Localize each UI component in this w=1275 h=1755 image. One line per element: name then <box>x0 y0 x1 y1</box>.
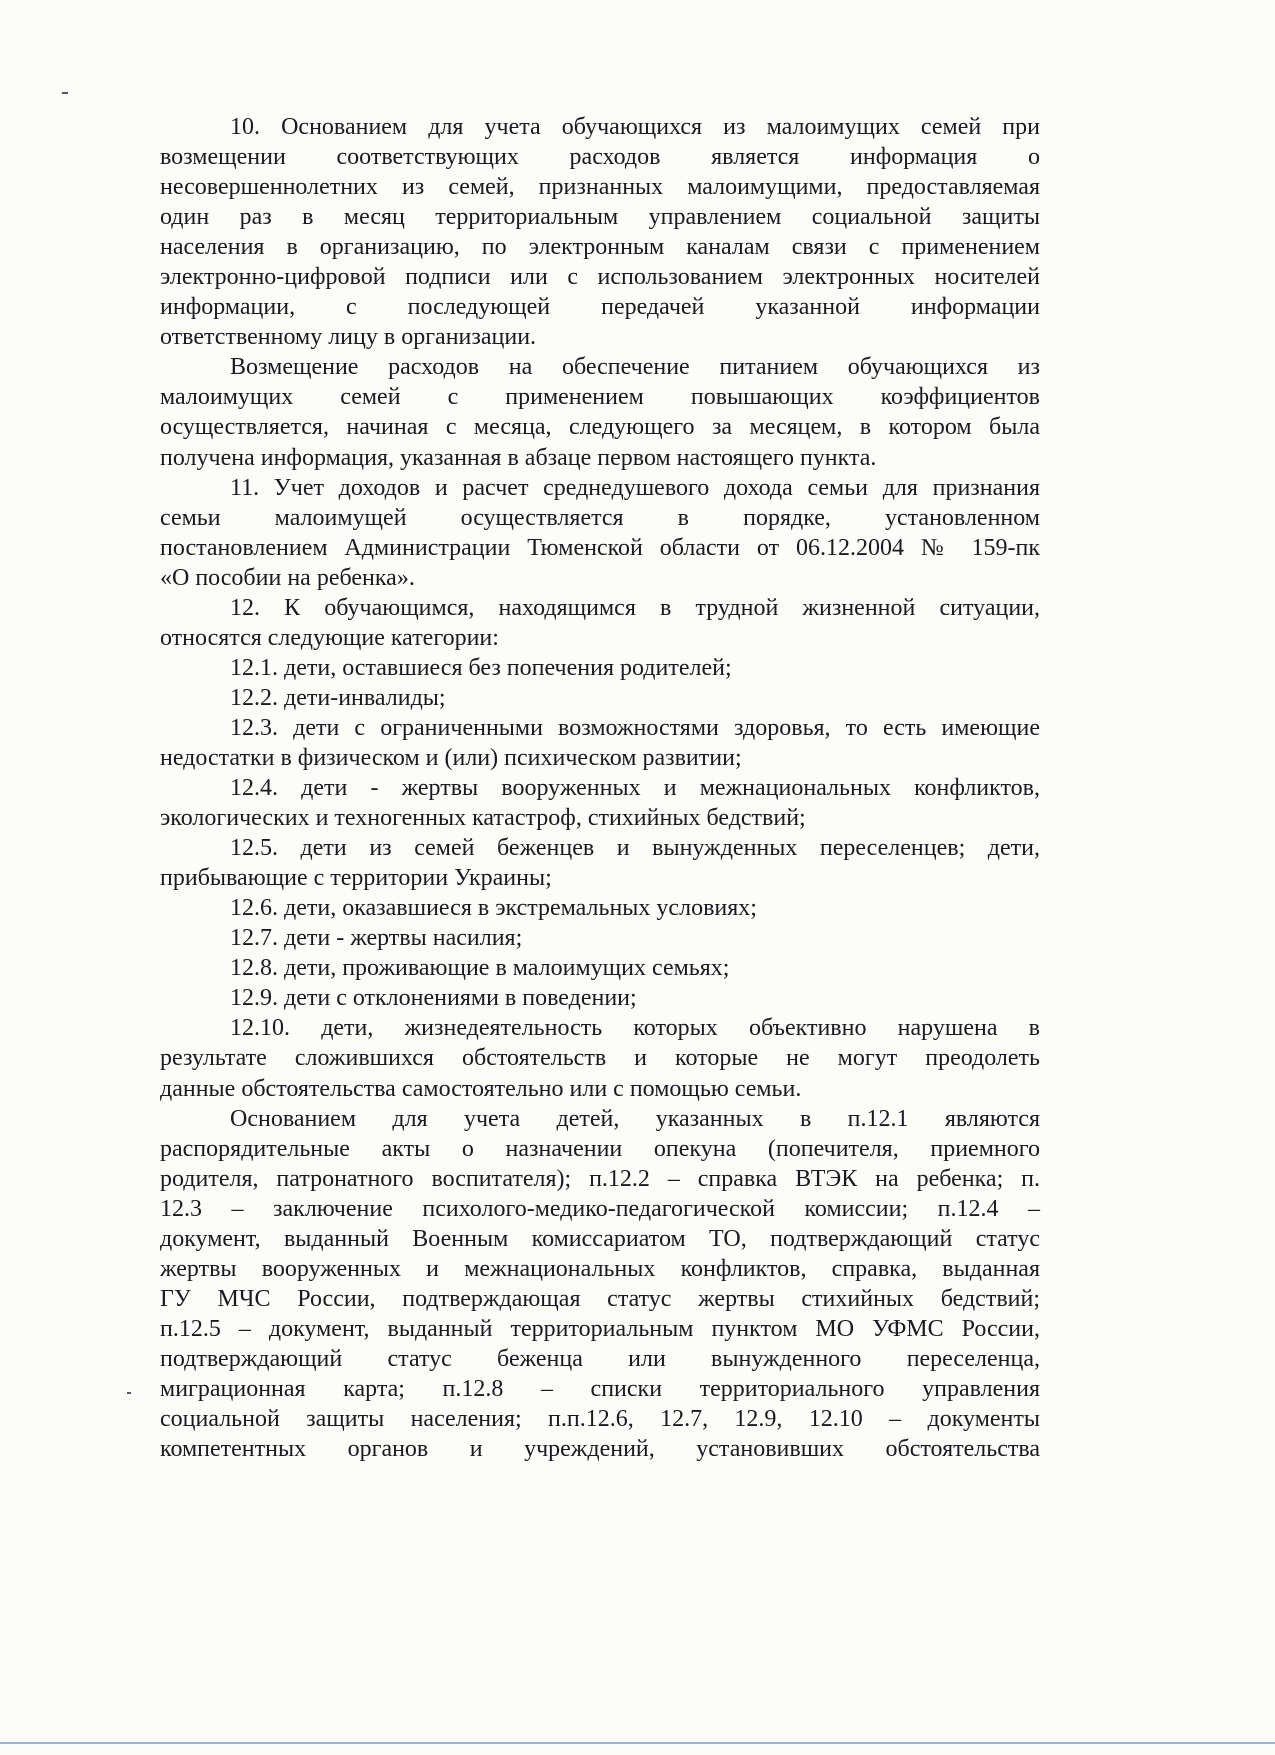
paragraph <box>160 593 1040 653</box>
text-line: результате сложившихся обстоятельств и которые не могут преодолеть <box>160 1045 1040 1072</box>
scan-speck <box>62 92 68 94</box>
paragraph <box>160 1104 1040 1465</box>
text-line: п.12.5 – документ, выданный территориальным пунктом МО УФМС России, <box>160 1315 1040 1342</box>
text-line: 12.3 – заключение психолого-медико-педагогической комиссии; п.12.4 – <box>160 1195 1040 1222</box>
paragraph <box>160 683 1040 713</box>
paragraph <box>160 923 1040 953</box>
text-line: 12.6. дети, оказавшиеся в экстремальных условиях; <box>230 895 757 922</box>
scan-edge-line <box>0 1742 1275 1744</box>
paragraph <box>160 473 1040 593</box>
text-line: 12.3. дети с ограниченными возможностями здоровья, то есть имеющие <box>230 714 1040 741</box>
text-line: получена информация, указанная в абзаце первом настоящего пункта. <box>160 444 877 471</box>
text-line: 12. К обучающимся, находящимся в трудной жизненной ситуации, <box>230 594 1040 621</box>
text-line: распорядительные акты о назначении опекуна (попечителя, приемного <box>160 1135 1040 1162</box>
text-line: 11. Учет доходов и расчет среднедушевого дохода семьи для признания <box>230 474 1040 501</box>
text-line: Основанием для учета детей, указанных в п.12.1 являются <box>230 1105 1040 1132</box>
text-line: 12.1. дети, оставшиеся без попечения родителей; <box>230 654 732 681</box>
paragraph <box>160 893 1040 923</box>
text-line: ответственному лицу в организации. <box>160 324 537 351</box>
paragraph <box>160 983 1040 1013</box>
text-line: компетентных органов и учреждений, установивших обстоятельства <box>160 1436 1040 1463</box>
text-line: социальной защиты населения; п.п.12.6, 12.7, 12.9, 12.10 – документы <box>160 1406 1040 1433</box>
text-line: родителя, патронатного воспитателя); п.12.2 – справка ВТЭК на ребенка; п. <box>160 1165 1040 1192</box>
paragraph <box>160 713 1040 773</box>
text-line: информации, с последующей передачей указанной информации <box>160 294 1040 321</box>
text-line: несовершеннолетних из семей, признанных малоимущими, предоставляемая <box>160 174 1040 201</box>
document-body <box>160 112 1040 1464</box>
text-line: населения в организацию, по электронным каналам связи с применением <box>160 234 1040 261</box>
scan-speck <box>127 1392 131 1394</box>
paragraph <box>160 653 1040 683</box>
text-line: 12.5. дети из семей беженцев и вынужденных переселенцев; дети, <box>230 835 1040 862</box>
text-line: миграционная карта; п.12.8 – списки территориального управления <box>160 1375 1040 1402</box>
text-line: недостатки в физическом и (или) психическом развитии; <box>160 744 742 771</box>
paragraph <box>160 112 1040 352</box>
paragraph <box>160 773 1040 833</box>
text-line: 10. Основанием для учета обучающихся из малоимущих семей при <box>230 114 1040 140</box>
text-line: ГУ МЧС России, подтверждающая статус жертвы стихийных бедствий; <box>160 1285 1040 1312</box>
paragraph <box>160 352 1040 472</box>
text-line: относятся следующие категории: <box>160 624 499 651</box>
text-line: «О пособии на ребенка». <box>160 564 415 591</box>
text-line: возмещении соответствующих расходов является информация о <box>160 144 1040 171</box>
text-line: Возмещение расходов на обеспечение питанием обучающихся из <box>230 354 1040 381</box>
text-line: осуществляется, начиная с месяца, следующего за месяцем, в котором была <box>160 414 1040 441</box>
paragraph <box>160 953 1040 983</box>
text-line: 12.10. дети, жизнедеятельность которых объективно нарушена в <box>230 1015 1040 1042</box>
text-line: подтверждающий статус беженца или вынужденного переселенца, <box>160 1345 1040 1372</box>
text-line: малоимущих семей с применением повышающих коэффициентов <box>160 384 1040 411</box>
text-line: 12.7. дети - жертвы насилия; <box>230 925 523 952</box>
text-line: 12.2. дети-инвалиды; <box>230 684 446 711</box>
paragraph <box>160 1013 1040 1103</box>
text-line: постановлением Администрации Тюменской области от 06.12.2004 № 159-пк <box>160 534 1040 561</box>
text-line: данные обстоятельства самостоятельно или с помощью семьи. <box>160 1075 802 1102</box>
paragraph <box>160 833 1040 893</box>
text-line: электронно-цифровой подписи или с использованием электронных носителей <box>160 264 1040 291</box>
text-line: прибывающие с территории Украины; <box>160 865 552 892</box>
text-line: 12.9. дети с отклонениями в поведении; <box>230 985 637 1012</box>
text-line: документ, выданный Военным комиссариатом ТО, подтверждающий статус <box>160 1225 1040 1252</box>
text-line: один раз в месяц территориальным управлением социальной защиты <box>160 204 1040 231</box>
text-line: 12.4. дети - жертвы вооруженных и межнациональных конфликтов, <box>230 775 1040 802</box>
text-line: семьи малоимущей осуществляется в порядке, установленном <box>160 504 1040 531</box>
text-line: 12.8. дети, проживающие в малоимущих семьях; <box>230 955 730 982</box>
text-line: экологических и техногенных катастроф, стихийных бедствий; <box>160 805 806 832</box>
text-line: жертвы вооруженных и межнациональных конфликтов, справка, выданная <box>160 1255 1040 1282</box>
